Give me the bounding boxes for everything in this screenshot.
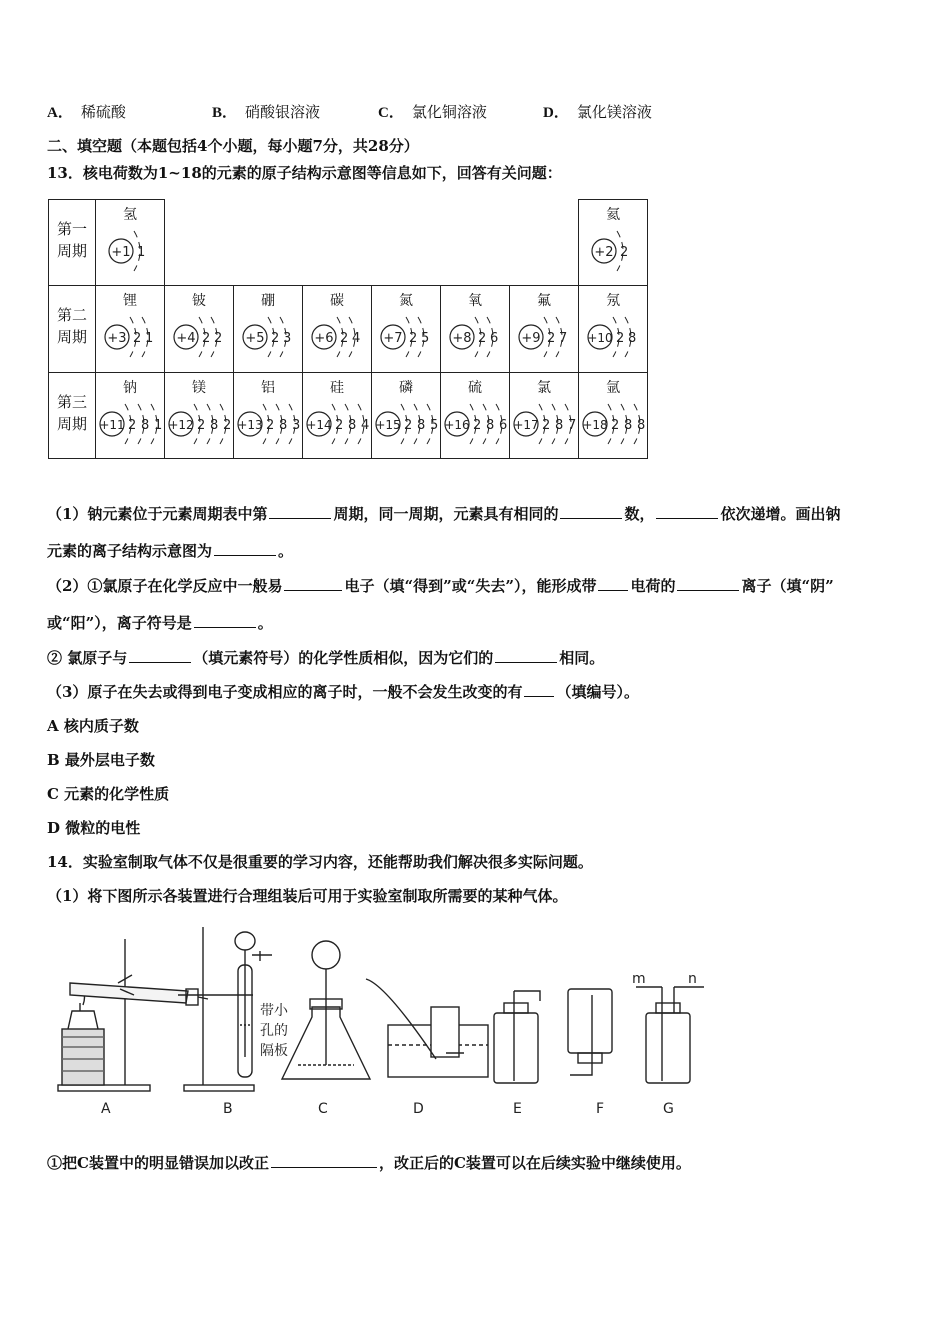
- atom-diagram: [373, 399, 439, 449]
- answer-blank[interactable]: [271, 1153, 377, 1168]
- period-2-row: [49, 286, 648, 372]
- element-cell: [441, 372, 510, 458]
- element-cell: [372, 286, 441, 372]
- element-name: 硫: [468, 379, 482, 396]
- atom-diagram: [97, 312, 163, 362]
- element-cell: [165, 286, 234, 372]
- atom-diagram: [373, 312, 439, 362]
- shell-electron-count: 8: [141, 417, 150, 433]
- shell-electron-count: 2: [266, 417, 275, 433]
- element-name: 硼: [261, 293, 275, 310]
- atom-diagram: [304, 312, 370, 362]
- periodic-table: [48, 199, 648, 459]
- element-cell: [96, 200, 165, 286]
- atom-diagram: [580, 312, 646, 362]
- apparatus-label: G: [663, 1101, 674, 1117]
- element-cell: [96, 372, 165, 458]
- atom-diagram: [580, 399, 646, 449]
- shell-electron-count: 2: [478, 331, 487, 347]
- shell-electron-count: 2: [542, 417, 551, 433]
- apparatus-label: F: [596, 1101, 605, 1117]
- apparatus-label: B: [223, 1101, 233, 1117]
- apparatus-c: [282, 941, 370, 1079]
- atom-diagram: [166, 312, 232, 362]
- shell-electron-count: 8: [417, 417, 426, 433]
- nuclear-charge: +1: [111, 245, 131, 260]
- shell-electron-count: 2: [616, 331, 625, 347]
- apparatus-label: E: [513, 1101, 522, 1117]
- q14-stem: 14．实验室制取气体不仅是很重要的学习内容，还能帮助我们解决很多实际问题。: [47, 853, 593, 871]
- shell-electron-count: 2: [340, 331, 349, 347]
- q14-question1: ①把C装置中的明显错误加以改正 ，改正后的C装置可以在后续实验中继续使用。: [47, 1154, 691, 1172]
- shell-electron-count: 8: [210, 417, 219, 433]
- shell-electron-count: 1: [137, 245, 146, 260]
- element-cell: [579, 372, 648, 458]
- shell-electron-count: 8: [637, 417, 646, 433]
- atom-diagram: [166, 399, 232, 449]
- answer-blank[interactable]: [598, 576, 628, 591]
- element-name: 硅: [330, 379, 344, 396]
- choice-d: D 微粒的电性: [47, 819, 141, 837]
- nuclear-charge: +13: [237, 417, 263, 432]
- element-name: 铝: [261, 379, 275, 396]
- shell-electron-count: 2: [404, 417, 413, 433]
- apparatus-label: A: [101, 1101, 111, 1117]
- shell-electron-count: 8: [555, 417, 564, 433]
- shell-electron-count: 2: [128, 417, 137, 433]
- element-cell: [579, 286, 648, 372]
- element-cell: [510, 372, 579, 458]
- nuclear-charge: +17: [513, 417, 539, 432]
- answer-blank[interactable]: [560, 504, 622, 519]
- apparatus-e: [494, 991, 540, 1083]
- option-text: 硝酸银溶液: [245, 103, 321, 121]
- apparatus-g: [636, 987, 704, 1083]
- b-note: 孔的: [260, 1023, 288, 1039]
- shell-electron-count: 1: [145, 331, 154, 347]
- answer-blank[interactable]: [129, 648, 191, 663]
- shell-electron-count: 1: [154, 417, 163, 433]
- choice-a: A 核内质子数: [47, 717, 139, 735]
- shell-electron-count: 5: [430, 417, 439, 433]
- answer-blank[interactable]: [284, 576, 342, 591]
- option-b: [212, 101, 320, 122]
- nuclear-charge: +9: [521, 331, 541, 347]
- option-c: [378, 101, 487, 122]
- element-cell: [441, 286, 510, 372]
- apparatus-figure: [48, 925, 728, 1125]
- port-label: m: [632, 971, 646, 987]
- element-name: 钠: [123, 379, 137, 396]
- atom-diagram: [97, 226, 163, 276]
- element-name: 氦: [606, 207, 621, 223]
- empty-gap: [165, 200, 579, 286]
- element-cell: [96, 286, 165, 372]
- apparatus-a: [58, 939, 208, 1091]
- apparatus-label: C: [318, 1101, 328, 1117]
- answer-blank[interactable]: [269, 504, 331, 519]
- element-name: 碳: [330, 293, 344, 310]
- shell-electron-count: 3: [283, 331, 292, 347]
- atom-diagram: [442, 312, 508, 362]
- q13-part1-line1: （1）钠元素位于元素周期表中第 周期，同一周期，元素具有相同的 数， 依次递增。画出钠: [47, 505, 841, 523]
- choice-b: B 最外层电子数: [47, 751, 155, 769]
- nuclear-charge: +16: [444, 417, 470, 432]
- shell-electron-count: 2: [223, 417, 232, 433]
- element-name: 锂: [123, 293, 137, 310]
- row-label: 第二 周期: [56, 306, 87, 347]
- shell-electron-count: 2: [335, 417, 344, 433]
- element-cell: [510, 286, 579, 372]
- b-note: 带小: [260, 1003, 288, 1019]
- row-label: 第一 周期: [56, 220, 87, 260]
- shell-electron-count: 2: [133, 331, 142, 347]
- apparatus-f: [568, 989, 612, 1075]
- option-d: [543, 101, 652, 122]
- atom-diagram: [235, 399, 301, 449]
- shell-electron-count: 7: [568, 417, 577, 433]
- element-name: 氩: [606, 379, 621, 396]
- shell-electron-count: 8: [279, 417, 288, 433]
- element-cell: [372, 372, 441, 458]
- apparatus-d: [366, 979, 488, 1077]
- shell-electron-count: 8: [486, 417, 495, 433]
- atom-diagram: [511, 312, 577, 362]
- answer-blank[interactable]: [677, 576, 739, 591]
- answer-blank[interactable]: [656, 504, 718, 519]
- atom-diagram: [235, 312, 301, 362]
- option-letter: A．: [47, 105, 73, 121]
- q13-part3: （3）原子在失去或得到电子变成相应的离子时，一般不会发生改变的有 （填编号）。: [47, 683, 639, 701]
- shell-electron-count: 2: [547, 331, 556, 347]
- element-cell: [234, 372, 303, 458]
- q14-part1: （1）将下图所示各装置进行合理组装后可用于实验室制取所需要的某种气体。: [47, 887, 568, 905]
- shell-electron-count: 5: [421, 331, 430, 347]
- element-cell: [303, 286, 372, 372]
- shell-electron-count: 8: [628, 331, 637, 347]
- shell-electron-count: 7: [559, 331, 568, 347]
- shell-electron-count: 2: [409, 331, 418, 347]
- q13-stem: 13．核电荷数为1~18的元素的原子结构示意图等信息如下，回答有关问题：: [47, 164, 562, 182]
- b-note: 隔板: [260, 1043, 288, 1059]
- row-label: 第三 周期: [56, 392, 87, 433]
- apparatus-b: [178, 927, 272, 1091]
- q13-part2-line3: ② 氯原子与 （填元素符号）的化学性质相似，因为它们的 相同。: [47, 649, 605, 667]
- apparatus-label: D: [413, 1101, 424, 1117]
- nuclear-charge: +5: [245, 331, 265, 347]
- shell-electron-count: 2: [473, 417, 482, 433]
- element-cell: [165, 372, 234, 458]
- shell-electron-count: 4: [352, 331, 361, 347]
- q13-part2-line1: （2）①氯原子在化学反应中一般易 电子（填“得到”或“失去”），能形成带 电荷的 离子（填“阴”: [47, 577, 834, 595]
- element-name: 氧: [468, 293, 482, 310]
- nuclear-charge: +11: [99, 417, 125, 432]
- nuclear-charge: +4: [176, 331, 196, 347]
- shell-electron-count: 6: [490, 331, 499, 347]
- q13-part2-line2: 或“阳”），离子符号是 。: [47, 614, 273, 632]
- nuclear-charge: +7: [383, 331, 403, 347]
- shell-electron-count: 2: [214, 331, 223, 347]
- element-name: 氟: [537, 293, 552, 310]
- shell-electron-count: 2: [271, 331, 280, 347]
- shell-electron-count: 6: [499, 417, 508, 433]
- atom-diagram: [304, 399, 370, 449]
- port-label: n: [688, 971, 697, 987]
- element-cell: [234, 286, 303, 372]
- atom-diagram: [97, 399, 163, 449]
- option-letter: B．: [212, 105, 238, 121]
- nuclear-charge: +15: [375, 417, 401, 432]
- section-title: 二、填空题（本题包括4个小题，每小题7分，共28分）: [47, 137, 419, 155]
- nuclear-charge: +10: [587, 331, 613, 346]
- element-name: 氯: [537, 379, 552, 396]
- q13-part1-line2: 元素的离子结构示意图为 。: [47, 542, 294, 560]
- period-1-row: [49, 200, 648, 286]
- answer-blank[interactable]: [524, 682, 554, 697]
- nuclear-charge: +6: [314, 331, 334, 347]
- element-name: 铍: [192, 293, 206, 310]
- shell-electron-count: 8: [624, 417, 633, 433]
- element-cell: [579, 200, 648, 286]
- shell-electron-count: 4: [361, 417, 370, 433]
- period-3-row: [49, 372, 648, 458]
- option-text: 氯化镁溶液: [576, 103, 652, 121]
- element-name: 氢: [123, 207, 137, 223]
- nuclear-charge: +14: [306, 417, 332, 432]
- shell-electron-count: 8: [348, 417, 357, 433]
- choice-c: C 元素的化学性质: [47, 785, 170, 803]
- element-name: 镁: [192, 379, 206, 396]
- answer-blank[interactable]: [214, 541, 276, 556]
- element-name: 氖: [606, 293, 621, 310]
- answer-blank[interactable]: [194, 613, 256, 628]
- nuclear-charge: +18: [582, 417, 608, 432]
- shell-electron-count: 3: [292, 417, 301, 433]
- nuclear-charge: +3: [107, 331, 127, 347]
- element-cell: [303, 372, 372, 458]
- nuclear-charge: +12: [168, 417, 194, 432]
- option-a: [47, 101, 126, 122]
- option-letter: D．: [543, 105, 569, 121]
- option-text: 稀硫酸: [80, 103, 126, 121]
- nuclear-charge: +2: [594, 245, 614, 260]
- atom-diagram: [442, 399, 508, 449]
- element-name: 氮: [399, 293, 413, 310]
- shell-electron-count: 2: [197, 417, 206, 433]
- shell-electron-count: 2: [202, 331, 211, 347]
- atom-diagram: [580, 226, 646, 276]
- shell-electron-count: 2: [620, 245, 629, 260]
- nuclear-charge: +8: [452, 331, 472, 347]
- option-text: 氯化铜溶液: [411, 103, 487, 121]
- atom-diagram: [511, 399, 577, 449]
- shell-electron-count: 2: [611, 417, 620, 433]
- answer-blank[interactable]: [495, 648, 557, 663]
- element-name: 磷: [399, 379, 413, 396]
- option-letter: C．: [378, 105, 404, 121]
